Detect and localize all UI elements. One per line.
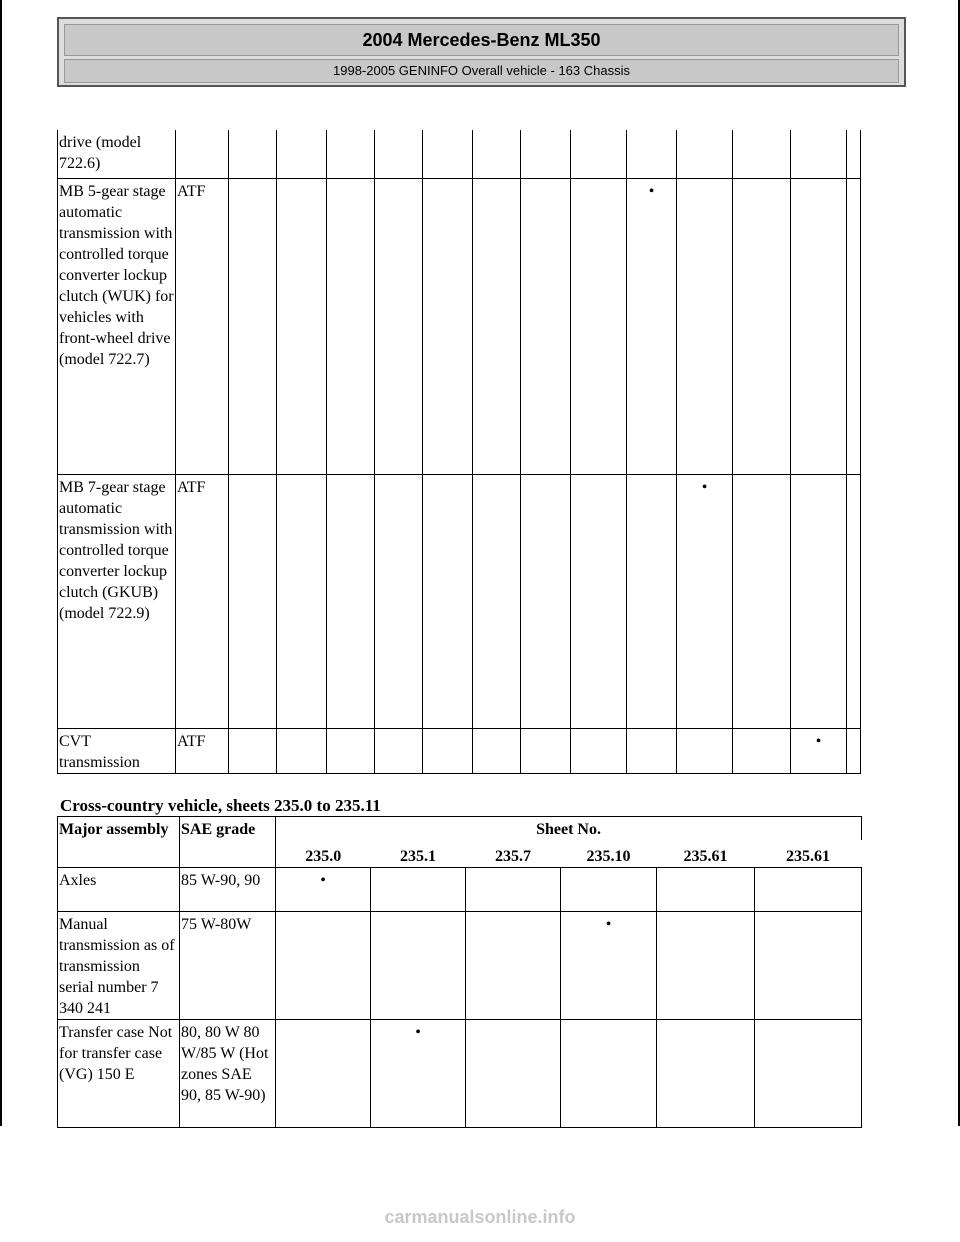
document-subtitle: 1998-2005 GENINFO Overall vehicle - 163 Chassis — [64, 59, 899, 83]
sheet-cell — [627, 728, 677, 773]
table-row — [58, 130, 861, 178]
table-row — [58, 728, 861, 773]
sheet-cell — [733, 728, 791, 773]
sheet-cell — [571, 474, 627, 728]
table-row — [58, 868, 862, 912]
sheet-cell — [277, 178, 327, 474]
page-header — [57, 17, 906, 87]
sheet-cell — [847, 130, 861, 178]
sheet-cell — [521, 130, 571, 178]
document-title: 2004 Mercedes-Benz ML350 — [64, 24, 899, 56]
sheet-cell — [791, 130, 847, 178]
sheet-cell — [521, 474, 571, 728]
sheet-cell — [755, 912, 862, 1020]
sheet-cell — [473, 474, 521, 728]
sheet-cell — [327, 130, 375, 178]
header-row — [58, 817, 862, 841]
cross-country-table — [57, 816, 862, 1128]
sheet-cell — [423, 130, 473, 178]
sheet-cell — [791, 474, 847, 728]
sheet-cell — [627, 474, 677, 728]
sheet-cell — [375, 728, 423, 773]
sheet-number-header: 235.61 — [786, 848, 830, 865]
grade-cell: ATF — [176, 178, 229, 474]
sheet-cell — [847, 728, 861, 773]
sheet-cell — [276, 912, 371, 1020]
sheet-cell — [229, 728, 277, 773]
table-row — [58, 178, 861, 474]
sheet-cell — [375, 474, 423, 728]
grade-cell: ATF — [176, 728, 229, 773]
sheet-cell — [571, 178, 627, 474]
sheet-cell — [627, 130, 677, 178]
sheet-number-header: 235.10 — [586, 848, 631, 865]
approved-bullet: • — [276, 868, 371, 912]
sheet-cell — [571, 130, 627, 178]
sheet-cell — [755, 868, 862, 912]
sheet-cell — [657, 868, 755, 912]
assembly-cell: drive (model 722.6) — [58, 130, 176, 178]
sheet-cell — [277, 130, 327, 178]
sheet-cell — [473, 178, 521, 474]
sheet-cell — [327, 178, 375, 474]
approved-bullet: • — [677, 474, 733, 728]
sheet-number-header: 235.1 — [400, 848, 436, 865]
sheet-number-header: 235.7 — [495, 848, 531, 865]
sheet-cell — [733, 130, 791, 178]
sheet-cell — [327, 474, 375, 728]
grade-cell: 85 W-90, 90 — [180, 868, 276, 912]
sheet-cell — [423, 178, 473, 474]
sheet-cell — [561, 1020, 657, 1128]
sheet-cell — [327, 728, 375, 773]
sheet-cell — [473, 130, 521, 178]
sheet-number-header: 235.61 — [683, 848, 728, 865]
sheet-cell — [466, 1020, 561, 1128]
sheet-cell — [371, 868, 466, 912]
sheet-cell — [657, 1020, 755, 1128]
sheet-cell — [677, 178, 733, 474]
sheet-cell — [847, 178, 861, 474]
sheet-cell — [521, 728, 571, 773]
assembly-cell: Transfer case Not for transfer case (VG) 150 E — [58, 1020, 180, 1128]
sheet-cell — [473, 728, 521, 773]
sheet-cell — [847, 474, 861, 728]
sheet-cell — [466, 912, 561, 1020]
section-title: Cross-country vehicle, sheets 235.0 to 235.11 — [60, 796, 381, 815]
table-row — [58, 1020, 862, 1128]
assembly-cell: MB 5-gear stage automatic transmission with controlled torque converter lockup clutch (WUK) for vehicles with front-wheel drive (model 722.7) — [58, 178, 176, 474]
table-row — [58, 912, 862, 1020]
sheet-cell — [466, 868, 561, 912]
assembly-cell: Axles — [58, 868, 180, 912]
sheet-cell — [733, 474, 791, 728]
sheet-cell — [657, 912, 755, 1020]
grade-cell: 75 W-80W — [180, 912, 276, 1020]
grade-cell: ATF — [176, 474, 229, 728]
sheet-cell — [276, 1020, 371, 1128]
assembly-cell: CVT transmission — [58, 728, 176, 773]
approved-bullet: • — [791, 728, 847, 773]
sheet-number-header: 235.0 — [305, 848, 342, 865]
sheet-cell — [423, 474, 473, 728]
lubricant-table-continued — [57, 130, 861, 774]
sheet-cell — [375, 178, 423, 474]
grade-cell — [176, 130, 229, 178]
assembly-cell: MB 7-gear stage automatic transmission with controlled torque converter lockup clutch (GKUB) (model 722.9) — [58, 474, 176, 728]
approved-bullet: • — [561, 912, 657, 1020]
sheet-cell — [229, 178, 277, 474]
sheet-cell — [561, 868, 657, 912]
approved-bullet: • — [627, 178, 677, 474]
approved-bullet: • — [371, 1020, 466, 1128]
table-row — [58, 474, 861, 728]
column-header-assembly: Major assembly — [58, 817, 180, 868]
sheet-cell — [571, 728, 627, 773]
sheet-cell — [229, 130, 277, 178]
sheet-cell — [677, 130, 733, 178]
assembly-cell: Manual transmission as of transmission serial number 7 340 241 — [58, 912, 180, 1020]
watermark: carmanualsonline.info — [384, 1207, 576, 1227]
column-header-sheet: Sheet No. — [276, 817, 862, 841]
sheet-cell — [277, 728, 327, 773]
sheet-cell — [755, 1020, 862, 1128]
sheet-cell — [521, 178, 571, 474]
sheet-cell — [423, 728, 473, 773]
sheet-cell — [791, 178, 847, 474]
grade-cell: 80, 80 W 80 W/85 W (Hot zones SAE 90, 85 W-90) — [180, 1020, 276, 1128]
column-header-grade: SAE grade — [180, 817, 276, 868]
sheet-cell — [229, 474, 277, 728]
sheet-cell — [371, 912, 466, 1020]
sheet-cell — [677, 728, 733, 773]
sheet-cell — [733, 178, 791, 474]
sheet-cell — [277, 474, 327, 728]
sheet-cell — [375, 130, 423, 178]
